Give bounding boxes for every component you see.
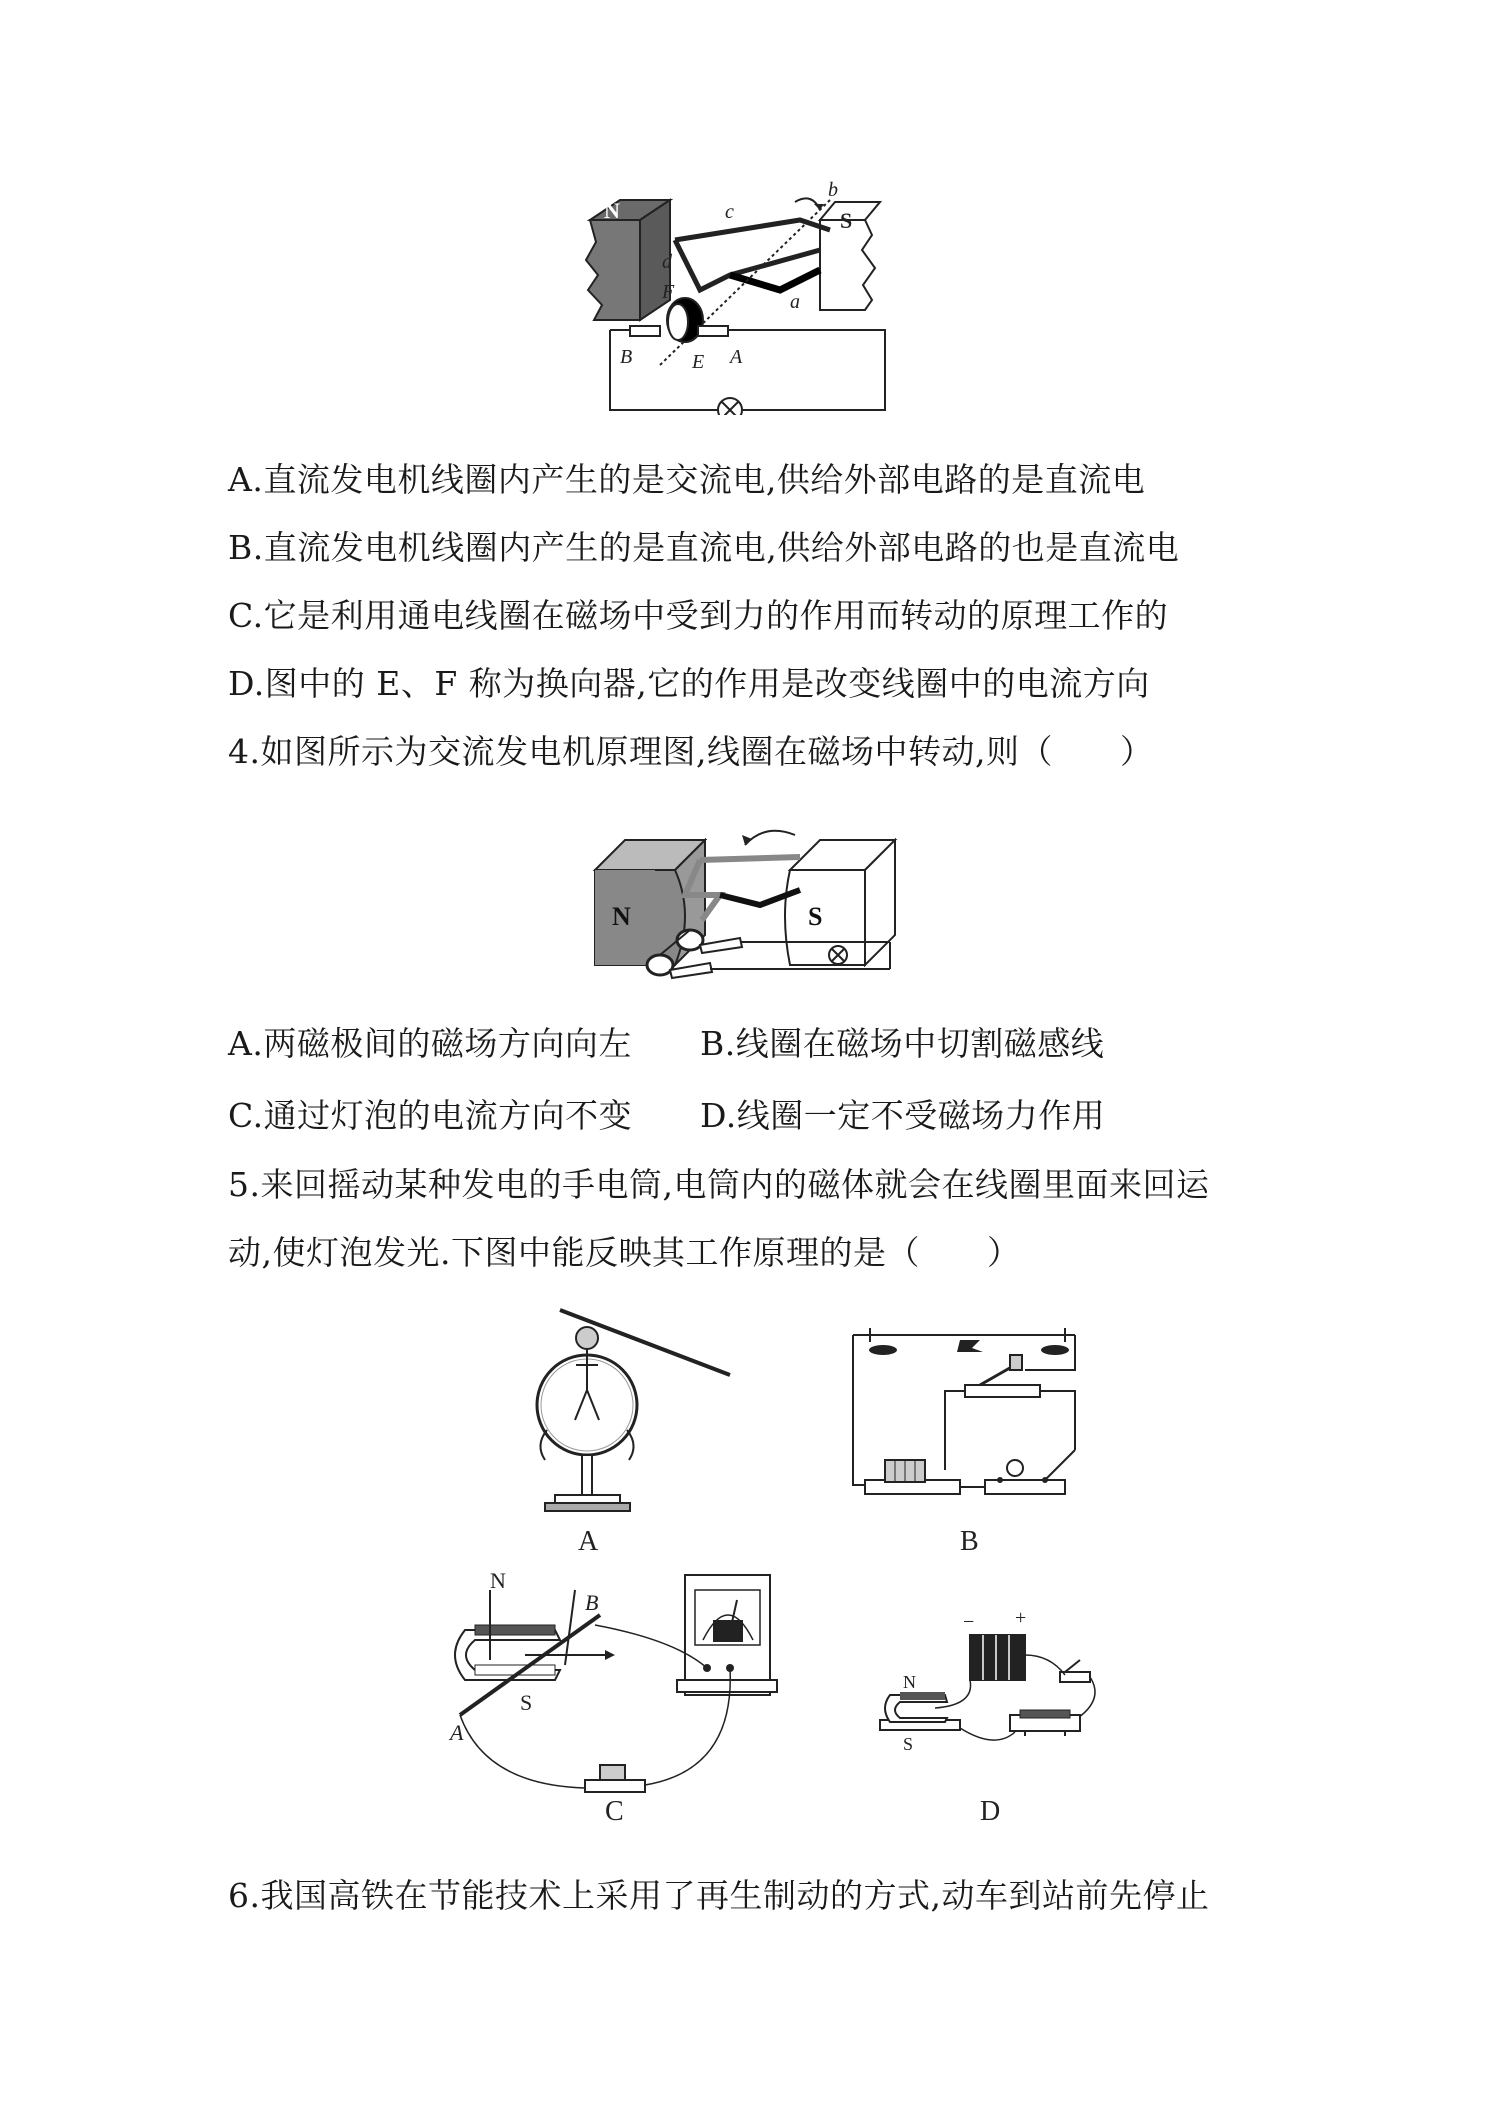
q5-caption-d: D bbox=[980, 1796, 1001, 1827]
q3-label-n: N bbox=[604, 198, 620, 223]
q3-label-c: c bbox=[725, 201, 734, 223]
q5-d-label-plus: + bbox=[1015, 1610, 1027, 1629]
q5-caption-b: B bbox=[960, 1526, 979, 1557]
q5-d-label-n: N bbox=[903, 1672, 916, 1692]
q3-label-brush-b: B bbox=[620, 346, 633, 368]
q5-c-label-a: A bbox=[450, 1720, 464, 1745]
q3-option-b: B.直流发电机线圈内产生的是直流电,供给外部电路的也是直流电 bbox=[228, 528, 1180, 567]
q5-stem-line2: 动,使灯泡发光.下图中能反映其工作原理的是（ ） bbox=[228, 1233, 1021, 1272]
q3-option-c: C.它是利用通电线圈在磁场中受到力的作用而转动的原理工作的 bbox=[228, 596, 1169, 635]
q3-label-d: d bbox=[662, 251, 672, 273]
q4-figure-ac-generator bbox=[590, 795, 910, 995]
q5-d-label-s: S bbox=[903, 1734, 914, 1754]
q3-option-a: A.直流发电机线圈内产生的是交流电,供给外部电路的是直流电 bbox=[228, 460, 1146, 499]
q5-stem-line1: 5.来回摇动某种发电的手电筒,电筒内的磁体就会在线圈里面来回运 bbox=[228, 1165, 1210, 1204]
q3-figure-dc-generator bbox=[580, 180, 920, 415]
q4-option-c: C.通过灯泡的电流方向不变 bbox=[228, 1096, 633, 1135]
q5-c-label-n: N bbox=[490, 1570, 506, 1593]
q6-stem-line1: 6.我国高铁在节能技术上采用了再生制动的方式,动车到站前先停止 bbox=[228, 1876, 1210, 1915]
q3-label-s: S bbox=[840, 208, 853, 233]
q5-d-label-minus: − bbox=[963, 1611, 975, 1633]
q4-option-b: B.线圈在磁场中切割磁感线 bbox=[700, 1024, 1105, 1063]
q5-caption-c: C bbox=[605, 1796, 624, 1827]
q3-label-e: E bbox=[692, 351, 705, 373]
q4-option-a: A.两磁极间的磁场方向向左 bbox=[228, 1024, 632, 1063]
q5-caption-a: A bbox=[578, 1526, 599, 1555]
q5-figure-a-electroscope bbox=[530, 1305, 750, 1555]
q4-label-s: S bbox=[808, 902, 823, 931]
q5-c-label-b: B bbox=[585, 1590, 599, 1615]
q3-label-b: b bbox=[828, 180, 838, 201]
q5-figure-c-induction bbox=[445, 1570, 785, 1830]
q5-figure-b-circuit bbox=[845, 1300, 1095, 1560]
q3-option-d: D.图中的 E、F 称为换向器,它的作用是改变线圈中的电流方向 bbox=[228, 664, 1150, 703]
q3-label-f: F bbox=[662, 281, 675, 303]
q3-label-a: a bbox=[790, 291, 800, 313]
q3-label-brush-a: A bbox=[730, 346, 743, 368]
q4-label-n: N bbox=[612, 902, 631, 931]
q4-stem: 4.如图所示为交流发电机原理图,线圈在磁场中转动,则（ ） bbox=[228, 732, 1154, 771]
q5-figure-d-motor bbox=[875, 1610, 1115, 1830]
q5-c-label-s: S bbox=[520, 1690, 533, 1715]
q4-option-d: D.线圈一定不受磁场力作用 bbox=[700, 1096, 1106, 1135]
